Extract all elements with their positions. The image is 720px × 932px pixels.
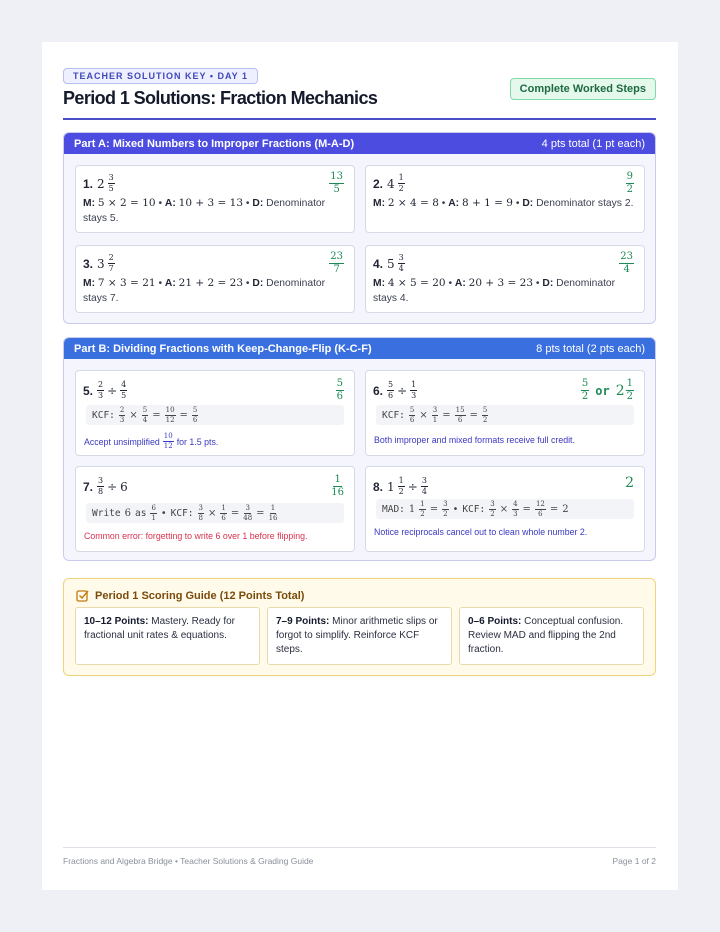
page-number: Page 1 of 2 (612, 856, 656, 866)
mad-work: M: 2 × 4 = 8 • A: 8 + 1 = 9 • D: Denominator stays 2. (373, 197, 634, 209)
part-a-header (64, 133, 655, 154)
part-a-section (63, 132, 656, 324)
kcf-work: KCF: $\frac{5}{6}$ × $\frac{3}{1}$ = $\frac{15}{6}$ = $\frac{5}{2}$ (376, 405, 634, 425)
part-b-title: Part B: Dividing Fractions with Keep-Change-Flip (K-C-F) (74, 342, 372, 355)
score-tier-low: 0–6 Points: Conceptual confusion. Review MAD and flipping the 2nd fraction. (459, 607, 644, 665)
page-title: Period 1 Solutions: Fraction Mechanics (63, 88, 378, 108)
scoring-title: Period 1 Scoring Guide (12 Points Total) (95, 589, 305, 602)
page-footer (63, 847, 656, 866)
part-b-section (63, 337, 656, 561)
problem-number: 6. (373, 383, 384, 398)
answer: $\frac{23}{4}$ (620, 251, 633, 275)
problem-number: 1. (83, 176, 94, 191)
answer: $\frac{23}{7}$ (330, 251, 343, 275)
part-b-header (64, 338, 655, 359)
division-expression: 1 $\frac{1}{2}$ ÷ $\frac{3}{4}$ (387, 476, 427, 496)
mad-work: M: 7 × 3 = 21 • A: 21 + 2 = 23 • D: Denominator stays 7. (83, 277, 326, 304)
answer: $\frac{1}{16}$ (331, 474, 344, 498)
scoring-header (76, 589, 304, 602)
score-tier-high: 10–12 Points: Mastery. Ready for fractional unit rates & equations. (75, 607, 260, 665)
problem-card-4 (365, 245, 645, 313)
mixed-number: 5 $\frac{3}{4}$ (387, 253, 404, 273)
answer: $\frac{9}{2}$ (626, 171, 633, 195)
division-expression: $\frac{3}{8}$ ÷ 6 (98, 476, 128, 496)
mad-work: M: 5 × 2 = 10 • A: 10 + 3 = 13 • D: Denominator stays 5. (83, 197, 326, 224)
problem-number: 3. (83, 256, 94, 271)
problem-card-6 (365, 370, 645, 456)
part-b-points: 8 pts total (2 pts each) (536, 342, 645, 355)
problem-number: 8. (373, 479, 384, 494)
problem-card-3 (75, 245, 355, 313)
problem-prompt (83, 381, 127, 400)
mixed-number: 3 $\frac{2}{7}$ (97, 253, 114, 273)
problem-prompt (83, 254, 115, 273)
problem-prompt (83, 477, 128, 496)
problem-card-5 (75, 370, 355, 456)
grading-note: Notice reciprocals cancel out to clean whole number 2. (374, 527, 588, 537)
grading-note: Both improper and mixed formats receive full credit. (374, 435, 575, 445)
kcf-work: KCF: $\frac{2}{3}$ × $\frac{5}{4}$ = $\frac{10}{12}$ = $\frac{5}{6}$ (86, 405, 344, 425)
score-tier-mid: 7–9 Points: Minor arithmetic slips or forgot to simplify. Reinforce KCF steps. (267, 607, 452, 665)
part-a-points: 4 pts total (1 pt each) (541, 137, 645, 150)
scoring-guide (63, 578, 656, 676)
problem-card-8 (365, 466, 645, 552)
answer: $\frac{5}{6}$ (336, 378, 343, 402)
problem-prompt (373, 254, 405, 273)
answer: $\frac{5}{2}$ or 2 $\frac{1}{2}$ (581, 378, 633, 402)
division-expression: $\frac{5}{6}$ ÷ $\frac{1}{3}$ (388, 380, 417, 400)
checkbox-icon (76, 589, 89, 602)
problem-prompt (373, 477, 428, 496)
common-error-note: Common error: forgetting to write 6 over 1 before flipping. (84, 531, 308, 541)
part-a-title: Part A: Mixed Numbers to Improper Fractions (M-A-D) (74, 137, 355, 150)
page (42, 42, 678, 890)
problem-prompt (373, 174, 405, 193)
kcf-work: Write 6 as $\frac{6}{1}$ • KCF: $\frac{3}{8}$ × $\frac{1}{6}$ = $\frac{3}{48}$ = $\frac{1}{16}$ (86, 503, 344, 523)
mixed-number: 2 $\frac{3}{5}$ (97, 173, 114, 193)
problem-card-2 (365, 165, 645, 233)
problem-card-1 (75, 165, 355, 233)
problem-card-7 (75, 466, 355, 552)
mixed-number: 4 $\frac{1}{2}$ (387, 173, 404, 193)
problem-number: 5. (83, 383, 94, 398)
answer: $\frac{13}{5}$ (330, 171, 343, 195)
problem-number: 2. (373, 176, 384, 191)
mad-work: M: 4 × 5 = 20 • A: 20 + 3 = 23 • D: Denominator stays 4. (373, 277, 616, 304)
division-expression: $\frac{2}{3}$ ÷ $\frac{4}{5}$ (98, 380, 127, 400)
solution-key-tag: TEACHER SOLUTION KEY • DAY 1 (63, 68, 258, 84)
grading-note: Accept unsimplified $\frac{10}{12}$ for 1.5 pts. (84, 432, 219, 450)
worked-steps-badge: Complete Worked Steps (510, 78, 656, 100)
problem-number: 4. (373, 256, 384, 271)
problem-prompt (83, 174, 115, 193)
answer: 2 (625, 475, 634, 491)
title-divider (63, 118, 656, 120)
footer-course: Fractions and Algebra Bridge • Teacher Solutions & Grading Guide (63, 856, 314, 866)
mad-kcf-work: MAD: 1 $\frac{1}{2}$ = $\frac{3}{2}$ • KCF: $\frac{3}{2}$ × $\frac{4}{3}$ = $\frac{12}{6}$ = 2 (376, 499, 634, 519)
problem-number: 7. (83, 479, 94, 494)
problem-prompt (373, 381, 417, 400)
